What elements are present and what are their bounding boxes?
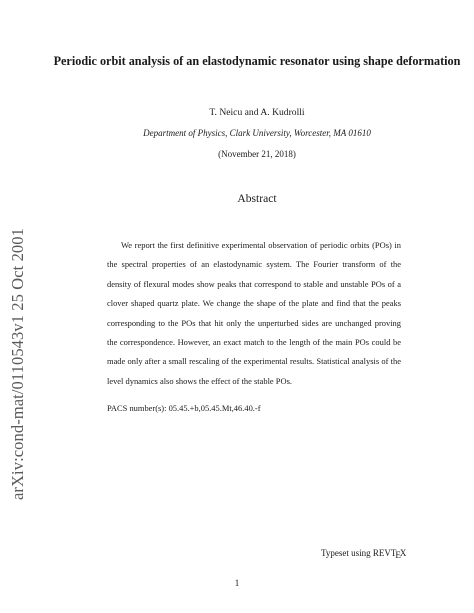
paper-date: (November 21, 2018) [218, 149, 296, 159]
author-affiliation: Department of Physics, Clark University, Worcester, MA 01610 [143, 128, 371, 138]
paper-authors: T. Neicu and A. Kudrolli [209, 107, 305, 118]
pacs-numbers: PACS number(s): 05.45.+b,05.45.Mt,46.40.-f [107, 403, 261, 413]
revtex-logo: REVTEX [372, 548, 407, 560]
paper-title: Periodic orbit analysis of an elastodynamic resonator using shape deformation [53, 54, 461, 68]
arxiv-identifier-stamp: arXiv:cond-mat/0110543v1 25 Oct 2001 [8, 228, 27, 500]
typeset-note [321, 548, 406, 558]
abstract-body: We report the first definitive experimental observation of periodic orbits (POs) in the spectral properties of an elastodynamic system. The Fourier transform of the density of flexural modes show peaks that correspond to stable and unstable POs of a clover shaped quartz plate. We change the shape of the plate and find that the peaks corresponding to the POs that hit only the unperturbed sides are unchanged proving the correspondence. However, an exact match to the length of the main POs could be made only after a small rescaling of the experimental results. Statistical analysis of the level dynamics also shows the effect of the stable POs. [107, 240, 401, 386]
abstract-heading: Abstract [237, 192, 277, 205]
typeset-prefix: Typeset using [321, 548, 371, 558]
page-number: 1 [234, 578, 240, 588]
